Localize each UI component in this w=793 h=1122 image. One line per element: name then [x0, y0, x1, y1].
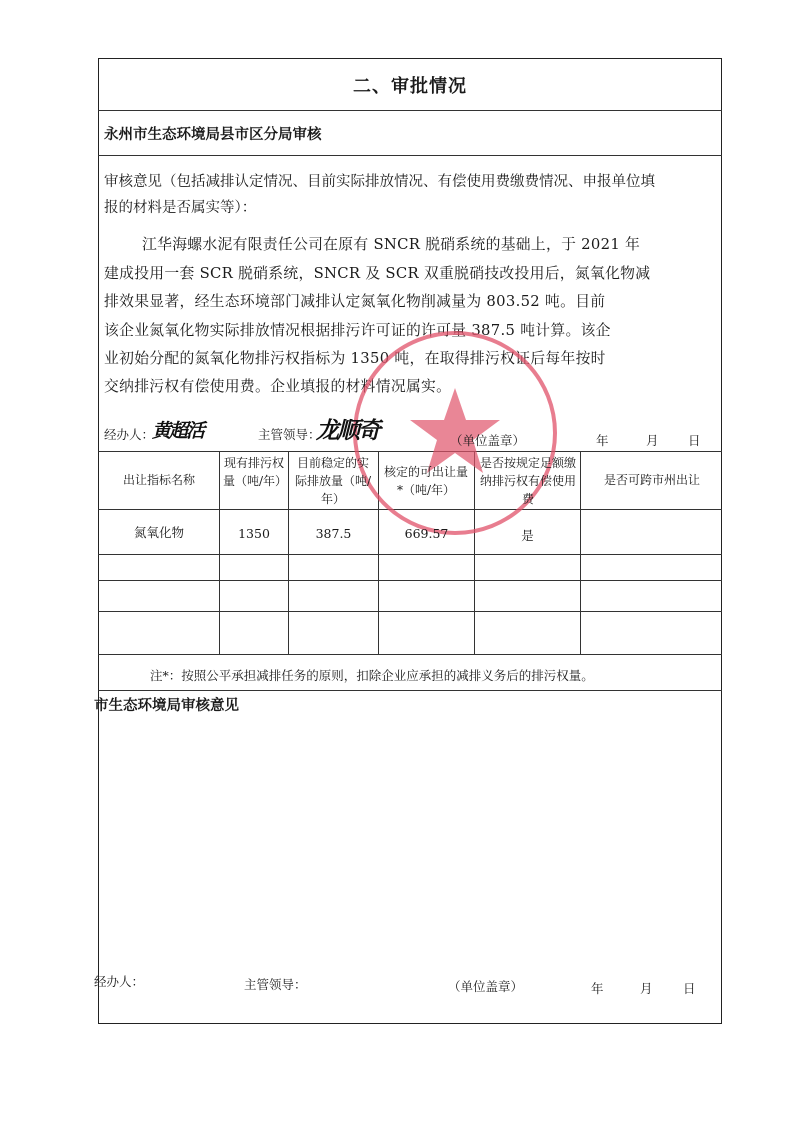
- column-divider: [580, 451, 581, 654]
- opinion-paragraph-line: 建成投用一套 SCR 脱硝系统，SNCR 及 SCR 双重脱硝技改投用后，氮氧化物减: [104, 265, 651, 282]
- opinion-label-line-1: 审核意见（包括减排认定情况、目前实际排放情况、有偿使用费缴费情况、申报单位填: [104, 174, 655, 190]
- city-seal-label: （单位盖章）: [448, 979, 524, 994]
- city-year-label: 年: [591, 981, 604, 996]
- table-header: 是否按规定足额缴纳排污权有偿使用费: [480, 456, 577, 506]
- handler-label: 经办人：: [104, 427, 155, 442]
- city-leader-label: 主管领导：: [244, 977, 307, 992]
- divider: [98, 690, 722, 691]
- opinion-paragraph-line: 江华海螺水泥有限责任公司在原有 SNCR 脱硝系统的基础上，于 2021 年: [142, 236, 641, 253]
- seal-label: （单位盖章）: [450, 433, 526, 448]
- leader-label: 主管领导：: [258, 427, 321, 442]
- table-header: 现有排污权量（吨/年）: [223, 456, 288, 488]
- city-heading: 市生态环境局审核意见: [94, 698, 239, 714]
- table-cell: 是: [521, 528, 534, 543]
- opinion-paragraph-line: 该企业氮氧化物实际排放情况根据排污许可证的许可量 387.5 吨计算。该企: [104, 322, 611, 339]
- table-cell: 669.57: [404, 526, 449, 541]
- divider: [98, 554, 722, 555]
- year-label: 年: [596, 433, 609, 448]
- month-label: 月: [646, 433, 659, 448]
- divider: [98, 611, 722, 612]
- table-header: 出让指标名称: [122, 473, 195, 487]
- table-header: 是否可跨市州出让: [603, 473, 700, 487]
- handler-signature: 黄超活: [152, 420, 204, 442]
- city-day-label: 日: [683, 981, 696, 996]
- table-cell: 氮氧化物: [133, 525, 184, 540]
- table-cell: 1350: [238, 526, 270, 541]
- divider: [98, 110, 722, 111]
- county-heading: 永州市生态环境局县市区分局审核: [104, 127, 322, 143]
- opinion-paragraph-line: 交纳排污权有偿使用费。企业填报的材料情况属实。: [104, 378, 452, 395]
- table-header: 目前稳定的实际排放量（吨/年）: [294, 456, 372, 506]
- column-divider: [219, 451, 220, 654]
- table-footnote: 注*：按照公平承担减排任务的原则，扣除企业应承担的减排义务后的排污权量。: [150, 668, 594, 683]
- opinion-label-line-2: 报的材料是否属实等）：: [104, 200, 257, 216]
- opinion-paragraph-line: 排效果显著，经生态环境部门减排认定氮氧化物削减量为 803.52 吨。目前: [104, 293, 606, 310]
- city-handler-label: 经办人：: [94, 974, 145, 989]
- page-title: 二、审批情况: [353, 76, 467, 97]
- column-divider: [288, 451, 289, 654]
- day-label: 日: [688, 433, 701, 448]
- opinion-paragraph-line: 业初始分配的氮氧化物排污权指标为 1350 吨，在取得排污权证后每年按时: [104, 350, 606, 367]
- table-header: 核定的可出让量*（吨/年）: [383, 465, 468, 497]
- table-cell: 387.5: [315, 526, 352, 541]
- divider: [98, 155, 722, 156]
- city-month-label: 月: [640, 981, 653, 996]
- leader-signature: 龙顺奇: [316, 417, 379, 444]
- divider: [98, 580, 722, 581]
- divider: [98, 654, 722, 655]
